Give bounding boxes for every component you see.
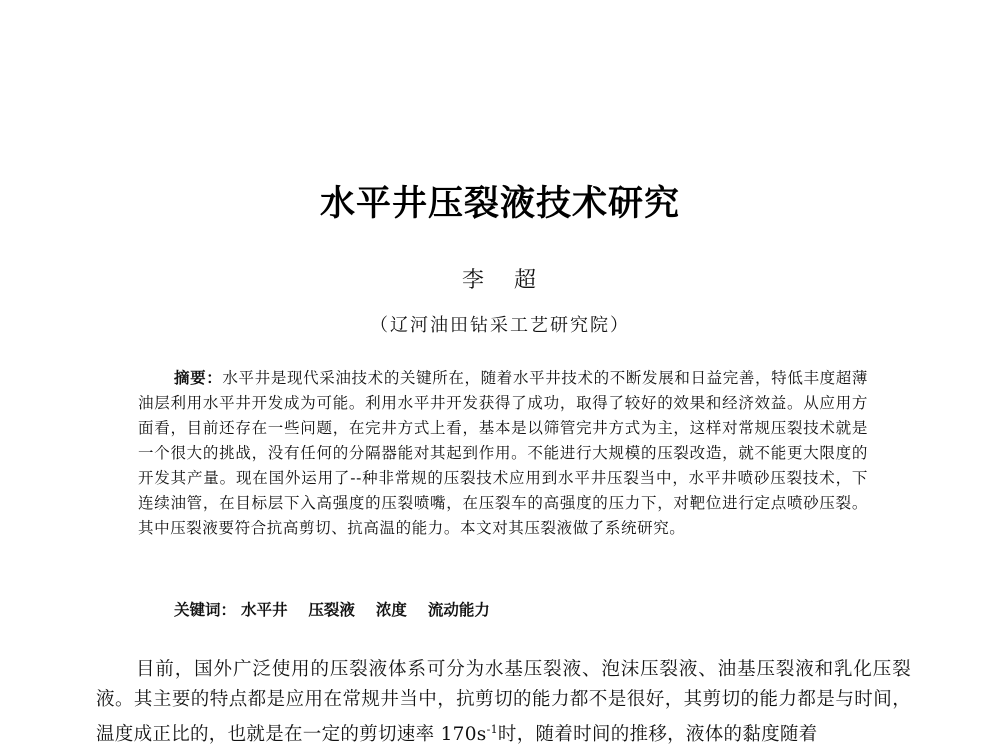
- body-text-part2: 时，随着时间的推移，液体的黏度随着: [497, 724, 818, 746]
- body-superscript: -1: [486, 723, 498, 736]
- abstract-text: 水平井是现代采油技术的关键所在，随着水平井技术的不断发展和日益完善，特低丰度超薄油层利用水平井开发成为可能。利用水平井开发获得了成功，取得了较好的效果和经济效益。从应用方面看，目前还存在一些问题，在完井方式上看，基本是以筛管完井方式为主，这样对常规压裂技术就是一个很大的挑战，没有任何的分隔器能对其起到作用。不能进行大规模的压裂改造，就不能更大限度的开发其产量。现在国外运用了--种非常规的压裂技术应用到水平井压裂当中，水平井喷砂压裂技术，下连续油管，在目标层下入高强度的压裂喷嘴，在压裂车的高强度的压力下，对靶位进行定点喷砂压裂。其中压裂液要符合抗高剪切、抗高温的能力。本文对其压裂液做了系统研究。: [138, 369, 868, 537]
- body-paragraph: [96, 655, 911, 750]
- author-name: 李超: [461, 268, 566, 293]
- keyword-item: 压裂液: [308, 601, 355, 619]
- abstract-label: 摘要：: [174, 369, 223, 387]
- keyword-item: 浓度: [375, 601, 407, 619]
- body-text-part1: 目前，国外广泛使用的压裂液体系可分为水基压裂液、泡沫压裂液、油基压裂液和乳化压裂液。其主要的特点都是应用在常规井当中，抗剪切的能力都不是很好，其剪切的能力都是与时间，温度成正比的，也就是在一定的剪切速率 170s: [96, 659, 911, 746]
- author-affiliation: （辽河油田钻采工艺研究院）: [370, 315, 630, 336]
- abstract-paragraph: [138, 366, 868, 541]
- keywords-line: [174, 598, 506, 620]
- paper-title: 水平井压裂液技术研究: [319, 184, 680, 224]
- keywords-label: 关键词：: [174, 601, 237, 619]
- keyword-item: 流动能力: [427, 601, 490, 619]
- keyword-item: 水平井: [240, 601, 288, 619]
